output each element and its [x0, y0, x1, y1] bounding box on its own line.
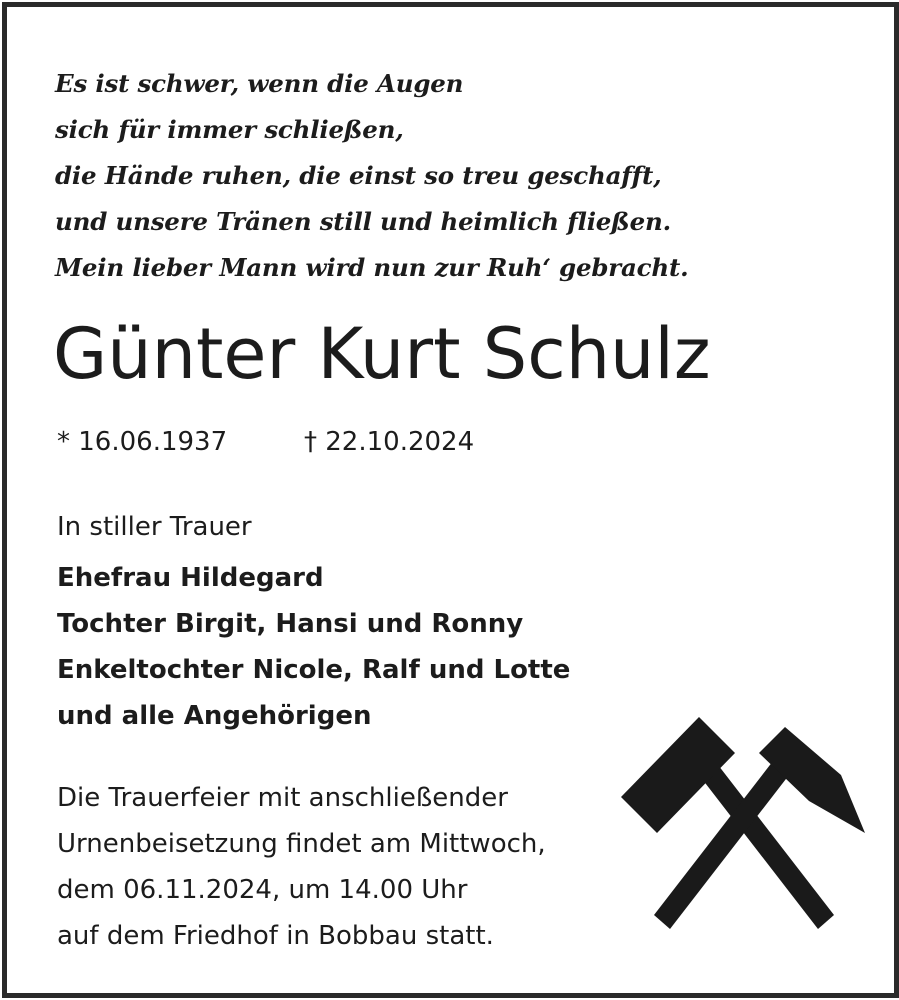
deceased-name: Günter Kurt Schulz: [53, 313, 711, 395]
ceremony-line: auf dem Friedhof in Bobbau statt.: [57, 921, 494, 951]
ceremony-line: Die Trauerfeier mit anschließender: [57, 783, 508, 813]
obituary-frame: [2, 2, 899, 998]
mourners-list: [57, 555, 570, 739]
poem-line: die Hände ruhen, die einst so treu geschafft,: [55, 161, 662, 190]
ceremony-line: dem 06.11.2024, um 14.00 Uhr: [57, 875, 468, 905]
mourner-entry: Tochter Birgit, Hansi und Ronny: [57, 609, 524, 639]
ceremony-line: Urnenbeisetzung findet am Mittwoch,: [57, 829, 546, 859]
poem-line: Es ist schwer, wenn die Augen: [55, 69, 464, 98]
death-date: † 22.10.2024: [304, 427, 475, 457]
mourning-intro: In stiller Trauer: [57, 512, 252, 542]
poem-line: und unsere Tränen still und heimlich fließen.: [55, 207, 671, 236]
poem-line: Mein lieber Mann wird nun zur Ruh‘ gebracht.: [55, 253, 689, 282]
crossed-hammers-icon: [619, 715, 869, 950]
memorial-poem: [55, 61, 688, 291]
mourner-entry: Ehefrau Hildegard: [57, 563, 324, 593]
mourner-entry: und alle Angehörigen: [57, 701, 372, 731]
ceremony-notice: [57, 775, 546, 959]
mourner-entry: Enkeltochter Nicole, Ralf und Lotte: [57, 655, 571, 685]
birth-date: * 16.06.1937: [57, 427, 228, 457]
poem-line: sich für immer schließen,: [55, 115, 404, 144]
